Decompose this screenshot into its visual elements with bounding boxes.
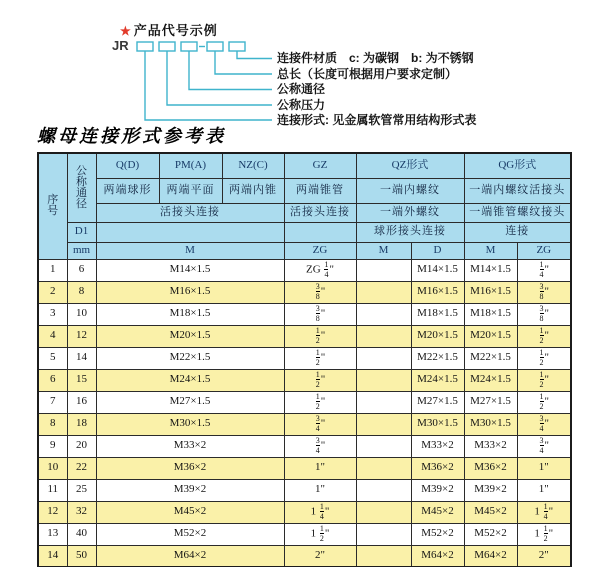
row-qg-m-cell: M18×1.5 [464,303,517,325]
row-qz-m-cell [356,369,411,391]
row-qg-zg-cell: $\frac{3}{8}$ " [517,281,571,303]
row-qg-m-cell: M52×2 [464,523,517,545]
row-qz-d-cell: M24×1.5 [411,369,464,391]
row-qz-d-cell: M22×1.5 [411,347,464,369]
table-heading: 螺母连接形式参考表 [37,126,226,147]
row-qg-m-cell: M64×2 [464,545,517,567]
unit-qz-m: M [356,242,411,259]
row-qz-d-cell: M27×1.5 [411,391,464,413]
header-qg-desc2: 一端锥管螺纹接头 [464,203,571,222]
row-qg-zg-cell: 1 $\frac{1}{4}$ " [517,501,571,523]
row-dn-cell: 40 [67,523,96,545]
header-d1-spacer [96,222,284,242]
table-row [38,281,571,303]
row-thread-m-cell: M64×2 [96,545,284,567]
row-qz-m-cell [356,303,411,325]
row-gz-zg-cell: $\frac{3}{8}$ " [284,281,356,303]
connector-length-line [215,51,272,74]
row-qg-zg-cell: $\frac{3}{4}$ " [517,413,571,435]
row-qz-d-cell: M18×1.5 [411,303,464,325]
row-seq-cell: 13 [38,523,67,545]
header-qz-desc1: 一端内螺纹 [356,178,464,203]
row-qz-d-cell: M33×2 [411,435,464,457]
table-row [38,457,571,479]
header-qg-desc1: 一端内螺纹活接头 [464,178,571,203]
row-qg-zg-cell: 1" [517,479,571,501]
row-qz-m-cell [356,523,411,545]
label-nominal-pressure: 公称压力 [277,97,326,112]
row-qg-m-cell: M45×2 [464,501,517,523]
row-qg-zg-cell: $\frac{1}{2}$ " [517,369,571,391]
row-qz-m-cell [356,545,411,567]
header-code-nz: NZ(C) [222,153,284,178]
label-total-length: 总长（长度可根据用户要求定制） [277,66,458,81]
table-row [38,545,571,567]
row-thread-m-cell: M16×1.5 [96,281,284,303]
label-nominal-diameter: 公称通径 [277,82,326,96]
row-qg-m-cell: M33×2 [464,435,517,457]
row-dn-cell: 14 [67,347,96,369]
row-gz-zg-cell: ZG $\frac{1}{4}$ " [284,259,356,281]
row-qg-zg-cell: 1" [517,457,571,479]
row-seq-cell: 9 [38,435,67,457]
row-qz-d-cell: M20×1.5 [411,325,464,347]
header-qz-desc2: 一端外螺纹 [356,203,464,222]
row-dn-cell: 50 [67,545,96,567]
row-qz-d-cell: M64×2 [411,545,464,567]
row-qg-zg-cell: $\frac{1}{2}$ " [517,325,571,347]
table-row [38,435,571,457]
row-qg-m-cell: M27×1.5 [464,391,517,413]
unit-m: M [96,242,284,259]
unit-qg-m: M [464,242,517,259]
row-qg-zg-cell: 1 $\frac{1}{2}$ " [517,523,571,545]
row-qz-d-cell: M14×1.5 [411,259,464,281]
row-qg-zg-cell: 2" [517,545,571,567]
row-gz-zg-cell: 1 $\frac{1}{4}$ " [284,501,356,523]
row-qz-m-cell [356,391,411,413]
row-qg-zg-cell: $\frac{1}{4}$ " [517,259,571,281]
row-thread-m-cell: M39×2 [96,479,284,501]
row-qz-m-cell [356,457,411,479]
row-gz-zg-cell: 2" [284,545,356,567]
row-thread-m-cell: M36×2 [96,457,284,479]
row-qz-m-cell [356,501,411,523]
row-dn-cell: 16 [67,391,96,413]
row-qg-zg-cell: $\frac{3}{8}$ " [517,303,571,325]
code-segment-box [137,42,153,51]
row-seq-cell: 6 [38,369,67,391]
row-qg-m-cell: M14×1.5 [464,259,517,281]
row-qz-m-cell [356,413,411,435]
header-d1-spacer-gz [284,222,356,242]
product-prefix-code: JR [112,38,129,53]
row-qz-m-cell [356,281,411,303]
row-dn-cell: 22 [67,457,96,479]
nut-connection-table [37,152,572,567]
header-nz-desc: 两端内锥 [222,178,284,203]
header-union-conn: 活接头连接 [96,203,284,222]
diagram-title [120,20,218,39]
header-gz-conn: 活接头连接 [284,203,356,222]
row-qz-d-cell: M39×2 [411,479,464,501]
row-gz-zg-cell: 1" [284,479,356,501]
row-gz-zg-cell: $\frac{1}{2}$ " [284,391,356,413]
row-dn-cell: 8 [67,281,96,303]
row-qz-d-cell: M16×1.5 [411,281,464,303]
row-seq-cell: 2 [38,281,67,303]
table-row [38,259,571,281]
table-row [38,369,571,391]
row-gz-zg-cell: $\frac{3}{4}$ " [284,435,356,457]
row-qz-d-cell: M30×1.5 [411,413,464,435]
row-thread-m-cell: M52×2 [96,523,284,545]
star-icon: ★ [120,24,132,38]
row-qg-m-cell: M30×1.5 [464,413,517,435]
header-row-codes [38,153,571,178]
row-dn-cell: 32 [67,501,96,523]
row-seq-cell: 14 [38,545,67,567]
row-dn-cell: 6 [67,259,96,281]
label-connection-form: 连接形式: 见金属软管常用结构形式表 [277,112,477,127]
header-code-pm: PM(A) [159,153,222,178]
header-seq [38,153,67,259]
row-qg-m-cell: M16×1.5 [464,281,517,303]
row-dn-cell: 20 [67,435,96,457]
table-row [38,523,571,545]
code-segment-box [229,42,245,51]
row-qz-m-cell [356,479,411,501]
unit-qg-zg: ZG [517,242,571,259]
row-gz-zg-cell: $\frac{1}{2}$ " [284,325,356,347]
header-code-qz: QZ形式 [356,153,464,178]
table-row [38,391,571,413]
row-thread-m-cell: M30×1.5 [96,413,284,435]
row-qg-zg-cell: $\frac{3}{4}$ " [517,435,571,457]
diagram-title-text: 产品代号示例 [133,23,218,38]
connector-material-line [237,51,272,59]
table-row [38,325,571,347]
header-dn [67,153,96,222]
row-dn-cell: 12 [67,325,96,347]
connector-form-line [145,51,272,120]
row-qz-m-cell [356,259,411,281]
header-row-units [38,242,571,259]
row-dn-cell: 18 [67,413,96,435]
header-q-desc: 两端球形 [96,178,159,203]
row-seq-cell: 1 [38,259,67,281]
row-qg-m-cell: M39×2 [464,479,517,501]
header-code-qg: QG形式 [464,153,571,178]
row-gz-zg-cell: 1 $\frac{1}{2}$ " [284,523,356,545]
row-thread-m-cell: M14×1.5 [96,259,284,281]
row-thread-m-cell: M45×2 [96,501,284,523]
header-qz-conn: 球形接头连接 [356,222,464,242]
row-qg-m-cell: M20×1.5 [464,325,517,347]
header-dn-label: 公 称 通 径 [76,164,87,210]
row-seq-cell: 5 [38,347,67,369]
row-gz-zg-cell: $\frac{3}{4}$ " [284,413,356,435]
header-pm-desc: 两端平面 [159,178,222,203]
row-qg-m-cell: M22×1.5 [464,347,517,369]
table-body [38,259,571,567]
row-qz-d-cell: M45×2 [411,501,464,523]
header-seq-label: 序 号 [47,194,59,218]
row-qg-m-cell: M36×2 [464,457,517,479]
table-row [38,479,571,501]
table-row [38,413,571,435]
row-seq-cell: 7 [38,391,67,413]
row-thread-m-cell: M33×2 [96,435,284,457]
row-seq-cell: 12 [38,501,67,523]
row-qz-m-cell [356,435,411,457]
row-seq-cell: 3 [38,303,67,325]
row-thread-m-cell: M18×1.5 [96,303,284,325]
row-thread-m-cell: M27×1.5 [96,391,284,413]
row-seq-cell: 8 [38,413,67,435]
header-gz-desc: 两端锥管 [284,178,356,203]
unit-zg: ZG [284,242,356,259]
connector-diameter-line [189,51,272,90]
row-thread-m-cell: M24×1.5 [96,369,284,391]
row-gz-zg-cell: 1" [284,457,356,479]
table-row [38,303,571,325]
code-segment-box [207,42,223,51]
header-qg-conn: 连接 [464,222,571,242]
table-row [38,501,571,523]
row-seq-cell: 10 [38,457,67,479]
row-gz-zg-cell: $\frac{1}{2}$ " [284,347,356,369]
label-connector-material: 连接件材质 c: 为碳钢 b: 为不锈钢 [277,51,474,65]
unit-mm: mm [67,242,96,259]
row-thread-m-cell: M20×1.5 [96,325,284,347]
unit-qz-d: D [411,242,464,259]
row-qz-d-cell: M36×2 [411,457,464,479]
header-code-gz: GZ [284,153,356,178]
row-qz-m-cell [356,347,411,369]
reference-table-wrap [37,152,572,567]
row-seq-cell: 11 [38,479,67,501]
row-qz-m-cell [356,325,411,347]
header-row-connection [38,203,571,222]
row-qg-zg-cell: $\frac{1}{2}$ " [517,347,571,369]
table-row [38,347,571,369]
row-gz-zg-cell: $\frac{3}{8}$ " [284,303,356,325]
row-dn-cell: 10 [67,303,96,325]
header-code-q: Q(D) [96,153,159,178]
row-qz-d-cell: M52×2 [411,523,464,545]
row-seq-cell: 4 [38,325,67,347]
row-dn-cell: 15 [67,369,96,391]
row-dn-cell: 25 [67,479,96,501]
code-segment-box [181,42,197,51]
header-d1: D1 [67,222,96,242]
row-qg-m-cell: M24×1.5 [464,369,517,391]
header-row-d1 [38,222,571,242]
row-qg-zg-cell: $\frac{1}{2}$ " [517,391,571,413]
header-row-end-types [38,178,571,203]
code-segment-box [159,42,175,51]
row-gz-zg-cell: $\frac{1}{2}$ " [284,369,356,391]
row-thread-m-cell: M22×1.5 [96,347,284,369]
